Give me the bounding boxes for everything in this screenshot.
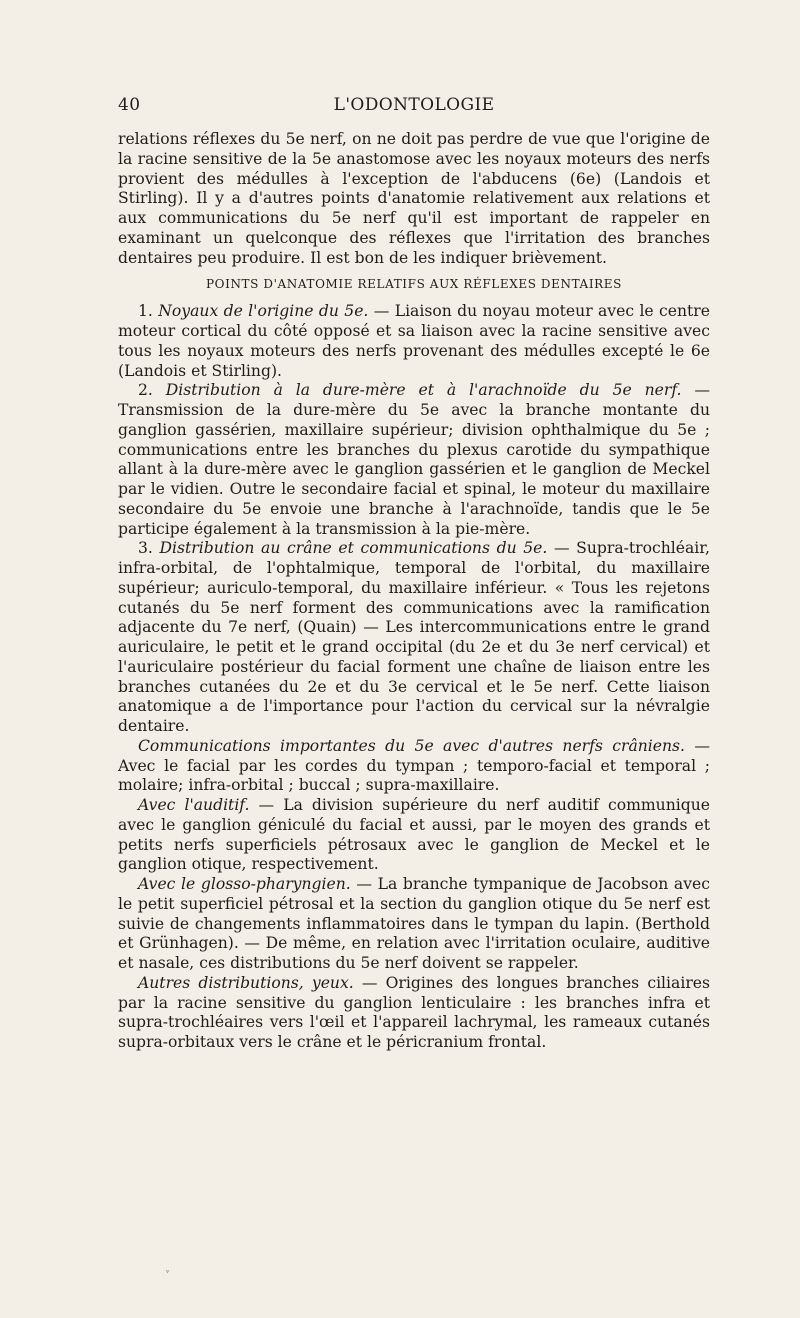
paragraph-2-title: Distribution à la dure-mère et à l'arachnoïde du 5e nerf.	[165, 381, 682, 400]
paragraph-1	[118, 302, 710, 381]
book-page	[118, 96, 710, 1053]
section-heading: POINTS D'ANATOMIE RELATIFS AUX RÉFLEXES DENTAIRES	[206, 277, 622, 292]
paragraph-2-number: 2.	[138, 381, 153, 400]
running-title: L'ODONTOLOGIE	[333, 95, 495, 115]
paragraph-3-text: — Supra-trochléair, infra-orbital, de l'ophtalmique, temporal de l'orbital, du maxillaire supérieur; auriculo-temporal, du maxillaire inférieur. « Tous les rejetons cutanés du 5e nerf forment des communications avec la ramification adjacente du 7e nerf, (Quain) — Les intercommunications entre le grand auriculaire, le petit et le grand occipital (du 2e et du 3e nerf cervical) et l'auriculaire postérieur du facial forment une chaîne de liaison entre les branches cutanées du 2e et du 3e cervical et le 5e nerf. Cette liaison anatomique a de l'importance pour l'action du cervical sur la névralgie dentaire.	[118, 539, 710, 735]
intro-paragraph: relations réflexes du 5e nerf, on ne doit pas perdre de vue que l'origine de la racine sensitive de la 5e anastomose avec les noyaux moteurs des nerfs provient des médulles à l'exception de l'abducens (6e) (Landois et Stirling). Il y a d'autres points d'anatomie relativement aux relations et aux communications du 5e nerf qu'il est important de rappeler en examinant un quelconque des réflexes que l'irritation des branches dentaires peu produire. Il est bon de les indiquer brièvement.	[118, 130, 710, 267]
paragraph-4-text: — Avec le facial par les cordes du tympan ; temporo-facial et temporal ; molaire; infra-orbital ; buccal ; supra-maxillaire.	[118, 736, 710, 795]
paragraph-3-title: Distribution au crâne et communications du 5e.	[159, 539, 548, 558]
paragraph-5	[118, 796, 710, 875]
paragraph-3-number: 3.	[138, 539, 153, 558]
page-number: 40	[118, 95, 141, 115]
paragraph-1-title: Noyaux de l'origine du 5e.	[158, 302, 369, 321]
page-header	[118, 96, 710, 120]
paragraph-4-title: Communications importantes du 5e avec d'autres nerfs crâniens.	[138, 736, 686, 755]
paragraph-6-title: Avec le glosso-pharyngien.	[138, 875, 351, 893]
paragraph-1-text: — Liaison du noyau moteur avec le centre moteur cortical du côté opposé et sa liaison avec la racine sensitive avec tous les noyaux moteurs des nerfs provenant des médulles excepté le 6e (Landois et Stirling).	[118, 302, 710, 380]
paragraph-7-title: Autres distributions, yeux.	[138, 973, 354, 992]
paragraph-5-title: Avec l'auditif.	[138, 796, 250, 814]
paragraph-7	[118, 974, 710, 1053]
paragraph-6-text: — La branche tympanique de Jacobson avec le petit superficiel pétrosal et la section du ganglion otique du 5e nerf est suivie de changements inflammatoires dans le tympan du lapin. (Berthold et Grünhagen). — De même, en relation avec l'irritation oculaire, auditive et nasale, ces distributions du 5e nerf doivent se rappeler.	[118, 875, 710, 972]
paragraph-2	[118, 381, 710, 539]
paragraph-2-text: — Transmission de la dure-mère du 5e avec la branche montante du ganglion gassérien, maxillaire supérieur; division ophthalmique du 5e ; communications entre les branches du plexus carotide du sympathique allant à la dure-mère avec le ganglion gassérien et le ganglion de Meckel par le vidien. Outre le secondaire facial et spinal, le moteur du maxillaire secondaire du 5e envoie une branche à l'arachnoïde, tandis que le 5e participe également à la transmission à la pie-mère.	[118, 381, 710, 538]
paragraph-4	[118, 737, 710, 796]
paragraph-1-number: 1.	[138, 302, 153, 321]
paragraph-5-text: — La division supérieure du nerf auditif communique avec le ganglion géniculé du facial et aussi, par le moyen des grands et petits nerfs superficiels pétrosaux avec le ganglion de Meckel et le ganglion otique, respectivement.	[118, 796, 710, 874]
footer-mark: ᵛ	[166, 1267, 170, 1279]
paragraph-3	[118, 539, 710, 737]
paragraph-7-text: — Origines des longues branches ciliaires par la racine sensitive du ganglion lenticulaire : les branches infra et supra-trochléaires vers l'œil et l'appareil lachrymal, les rameaux cutanés supra-orbitaux vers le crâne et le péricranium frontal.	[118, 973, 710, 1051]
paragraph-6	[118, 875, 710, 974]
